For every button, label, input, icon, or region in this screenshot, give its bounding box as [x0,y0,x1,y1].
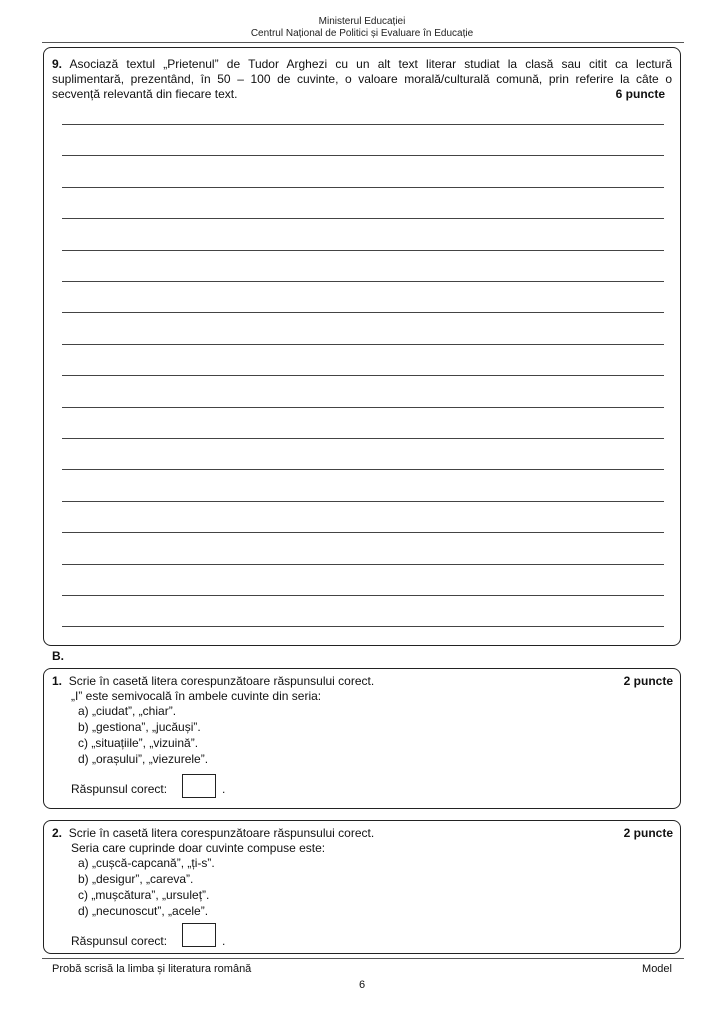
writing-line [62,438,664,439]
footer-exam-name: Probă scrisă la limba și literatura română [52,963,252,975]
question-9-line-3: secvență relevantă din fiecare text. 6 puncte [52,87,665,101]
question-1-answer-label: Răspunsul corect: [71,782,168,796]
question-1-box [43,668,681,809]
writing-line [62,155,664,156]
writing-line [62,595,664,596]
writing-line [62,501,664,502]
header-ministry: Ministerul Educației [318,16,406,27]
writing-line [62,626,664,627]
question-2-option-d: d) „necunoscut”, „acele”. [78,904,209,918]
question-2-answer-period: . [222,934,226,948]
question-1-points: 2 puncte [623,674,673,688]
question-9-line-2: suplimentară, prezentând, în 50 – 100 de cuvinte, o valoare morală/culturală comună, prin referire la câte o [52,72,672,86]
footer-divider [42,958,684,959]
question-1-prompt: „I” este semivocală în ambele cuvinte din seria: [71,689,322,703]
question-1-number: 1. [52,674,63,688]
question-9-line-1: 9. Asociază textul „Prietenul” de Tudor Arghezi cu un alt text literar studiat la clasă sau citit ca lectură [52,57,672,71]
question-1-option-b: b) „gestiona”, „jucăuși”. [78,720,201,734]
footer-model-label: Model [642,963,672,975]
writing-line [62,312,664,313]
question-2-option-a: a) „cușcă-capcană”, „ți-s”. [78,856,215,870]
question-1-answer-box[interactable] [182,774,216,798]
question-1-option-d: d) „orașului”, „viezurele”. [78,752,209,766]
header-divider [42,42,684,43]
writing-line [62,250,664,251]
question-1-option-c: c) „situațiile”, „vizuină”. [78,736,199,750]
writing-line [62,407,664,408]
question-9-box [43,47,681,646]
question-9-number: 9. [52,57,63,71]
writing-line [62,344,664,345]
writing-line [62,281,664,282]
writing-line [62,469,664,470]
question-1-instruction: Scrie în casetă litera corespunzătoare răspunsului corect. [68,674,375,688]
question-9-points: 6 puncte [615,87,665,101]
question-2-answer-box[interactable] [182,923,216,947]
header-center: Centrul Național de Politici și Evaluare în Educație [250,28,474,39]
question-2-prompt: Seria care cuprinde doar cuvinte compuse este: [71,841,326,855]
question-2-option-c: c) „mușcătura”, „ursuleț”. [78,888,210,902]
writing-line [62,532,664,533]
question-2-instruction-line [52,826,374,841]
question-1-answer-period: . [222,782,226,796]
question-1-instruction-line [52,674,374,689]
writing-line [62,375,664,376]
writing-line [62,218,664,219]
page-number: 6 [358,979,366,991]
section-b-label: B. [52,649,64,663]
question-2-number: 2. [52,826,63,840]
question-1-option-a: a) „ciudat”, „chiar”. [78,704,177,718]
writing-line [62,124,664,125]
question-2-answer-label: Răspunsul corect: [71,934,168,948]
question-2-points: 2 puncte [623,826,673,840]
question-2-option-b: b) „desigur”, „careva”. [78,872,194,886]
writing-line [62,187,664,188]
writing-line [62,564,664,565]
question-9-text [52,57,672,102]
question-2-box [43,820,681,954]
question-2-instruction: Scrie în casetă litera corespunzătoare răspunsului corect. [68,826,375,840]
